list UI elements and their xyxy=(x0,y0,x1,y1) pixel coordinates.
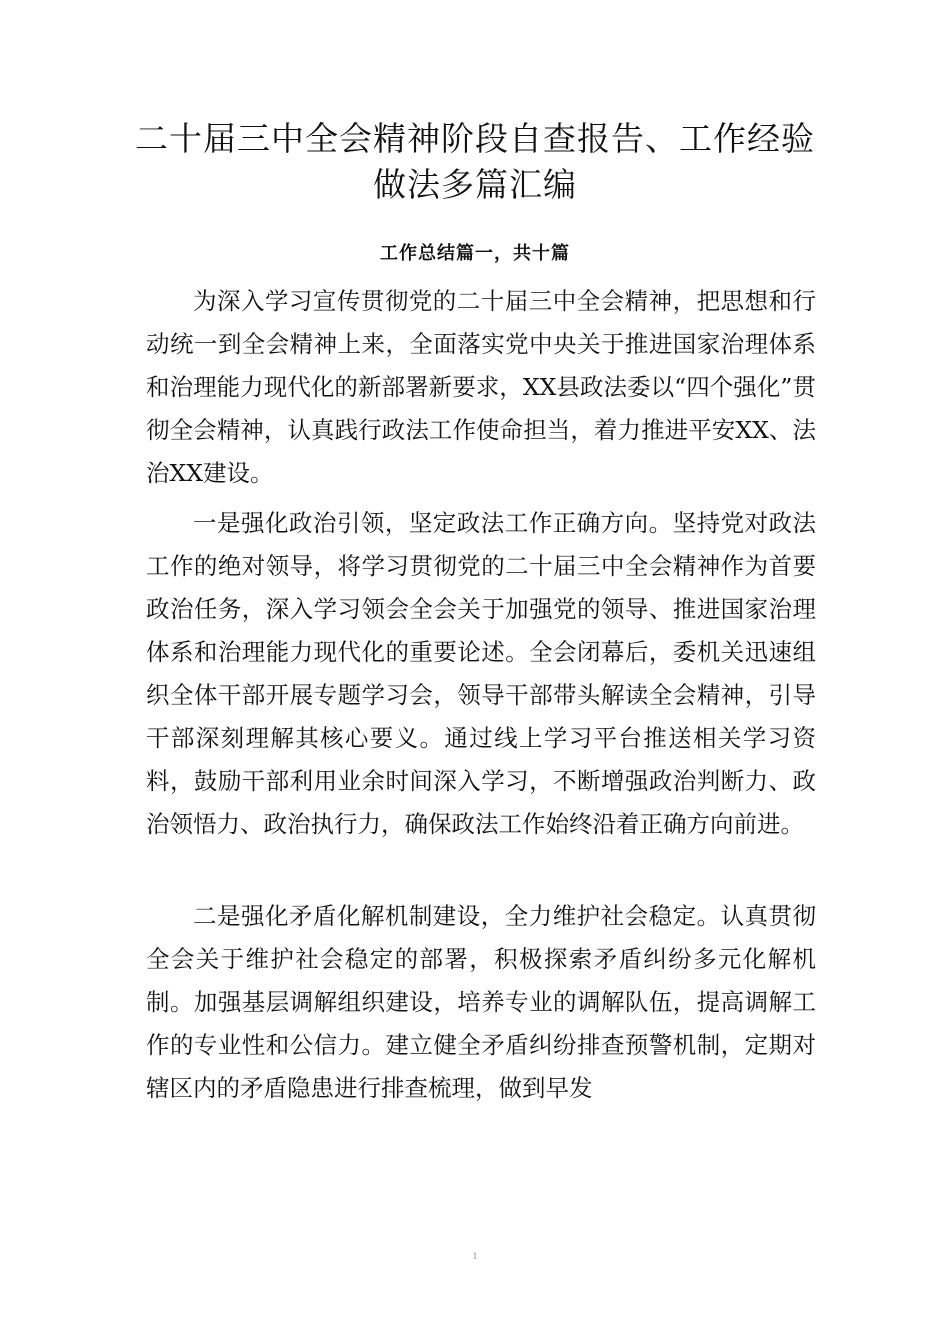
paragraph-intro xyxy=(146,280,816,495)
paragraph-conflict-resolution xyxy=(146,895,816,1110)
paragraph-text: 坚持党对政法工作的绝对领导，将学习贯彻党的二十届三中全会精神作为首要政治任务，深入学习领会全会关于加强党的领导、推进国家治理体系和治理能力现代化的重要论述。全会闭幕后，委机关迅速组织全体干部开展专题学习会，领导干部带头解读全会精神，引导干部深刻理解其核心要义。通过线上学习平台推送相关学习资料，鼓励干部利用业余时间深入学习，不断增强政治判断力、政治领悟力、政治执行力，确保政法工作始终沿着正确方向前进。 xyxy=(146,509,817,838)
paragraph-lead: 一是强化政治引领，坚定政法工作正确方向。 xyxy=(193,509,673,537)
paragraph-text: 为深入学习宣传贯彻党的二十届三中全会精神，把思想和行动统一到全会精神上来，全面落实党中央关于推进国家治理体系和治理能力现代化的新部署新要求，XX县政法委以“四个强化”贯彻全会精神，认真践行政法工作使命担当，着力推进平安XX、法 治XX建设。 xyxy=(146,287,816,487)
paragraph-political-guidance xyxy=(146,502,816,846)
paragraph-lead: 二是强化矛盾化解机制建设，全力维护社会稳定。 xyxy=(193,902,721,930)
paragraph-text: 认真贯彻全会关于维护社会稳定的部署，积极探索矛盾纠纷多元化解机制。加强基层调解组织建设，培养专业的调解队伍，提高调解工作的专业性和公信力。建立健全矛盾纠纷排查预警机制，定期对辖区内的矛盾隐患进行排查梳理，做到早发 xyxy=(146,902,817,1102)
page-number: 1 xyxy=(472,1252,478,1261)
document-subtitle: 工作总结篇一，共十篇 xyxy=(380,243,570,264)
document-title: 二十届三中全会精神阶段自查报告、工作经验做法多篇汇编 xyxy=(135,119,815,204)
